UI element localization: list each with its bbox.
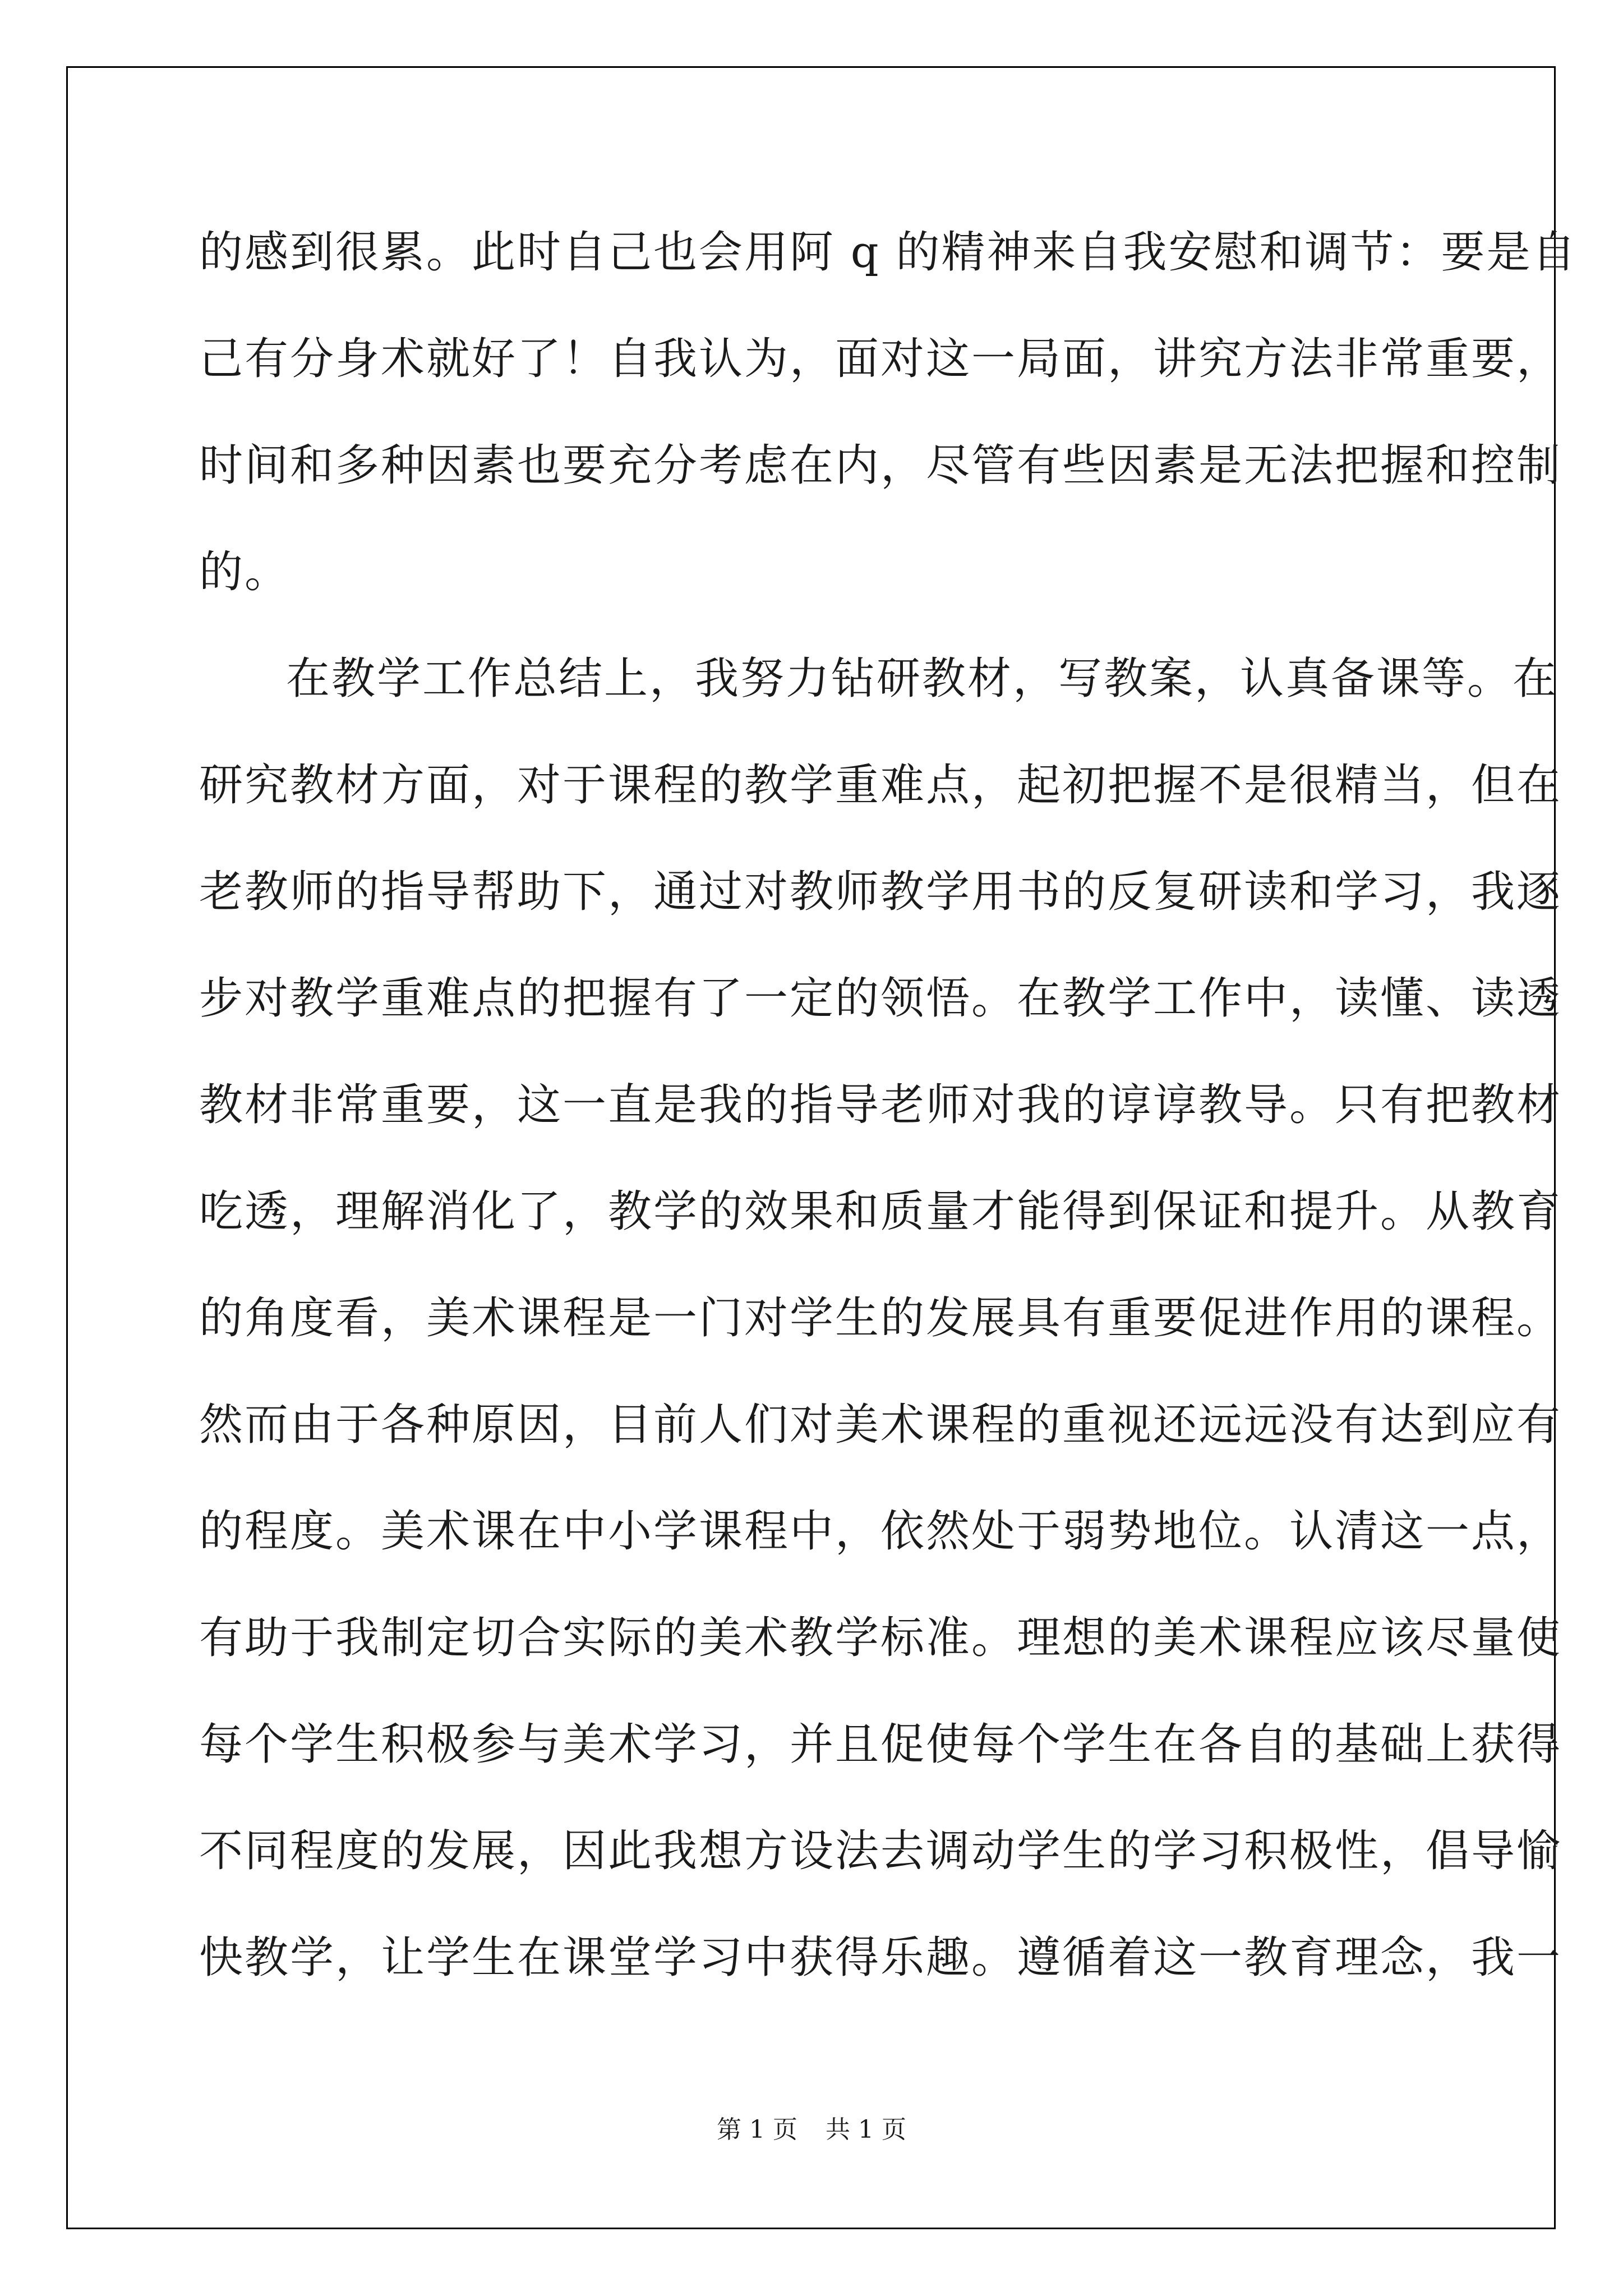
text-line: 快教学，让学生在课堂学习中获得乐趣。遵循着这一教育理念，我一 xyxy=(199,1932,1562,1983)
text-line: 不同程度的发展，因此我想方设法去调动学生的学习积极性，倡导愉 xyxy=(199,1826,1562,1876)
text-line: 有助于我制定切合实际的美术教学标准。理想的美术课程应该尽量使 xyxy=(199,1613,1562,1663)
text-line: 步对教学重难点的把握有了一定的领悟。在教学工作中，读懂、读透 xyxy=(199,973,1562,1024)
text-line: 研究教材方面，对于课程的教学重难点，起初把握不是很精当，但在 xyxy=(199,760,1562,811)
text-line: 吃透，理解消化了，教学的效果和质量才能得到保证和提升。从教育 xyxy=(199,1186,1562,1237)
text-line: 每个学生积极参与美术学习，并且促使每个学生在各自的基础上获得 xyxy=(199,1719,1562,1770)
page-number: 第 1 页 xyxy=(717,2115,797,2144)
text-line: 在教学工作总结上，我努力钻研教材，写教案，认真备课等。在 xyxy=(286,654,1559,704)
text-line: 的。 xyxy=(199,547,291,597)
text-line: 老教师的指导帮助下，通过对教师教学用书的反复研读和学习，我逐 xyxy=(199,867,1562,917)
page-total: 共 1 页 xyxy=(826,2115,906,2144)
text-line: 然而由于各种原因，目前人们对美术课程的重视还远远没有达到应有 xyxy=(199,1400,1562,1450)
text-line: 教材非常重要，这一直是我的指导老师对我的谆谆教导。只有把教材 xyxy=(199,1080,1562,1130)
text-line: 的程度。美术课在中小学课程中，依然处于弱势地位。认清这一点， xyxy=(199,1506,1562,1557)
text-line: 己有分身术就好了！自我认为，面对这一局面，讲究方法非常重要， xyxy=(199,334,1562,384)
page-footer xyxy=(0,2109,1623,2145)
text-line: 的感到很累。此时自己也会用阿 q 的精神来自我安慰和调节：要是自 xyxy=(199,227,1578,278)
text-line: 的角度看，美术课程是一门对学生的发展具有重要促进作用的课程。 xyxy=(199,1293,1562,1343)
text-line: 时间和多种因素也要充分考虑在内，尽管有些因素是无法把握和控制 xyxy=(199,440,1562,491)
